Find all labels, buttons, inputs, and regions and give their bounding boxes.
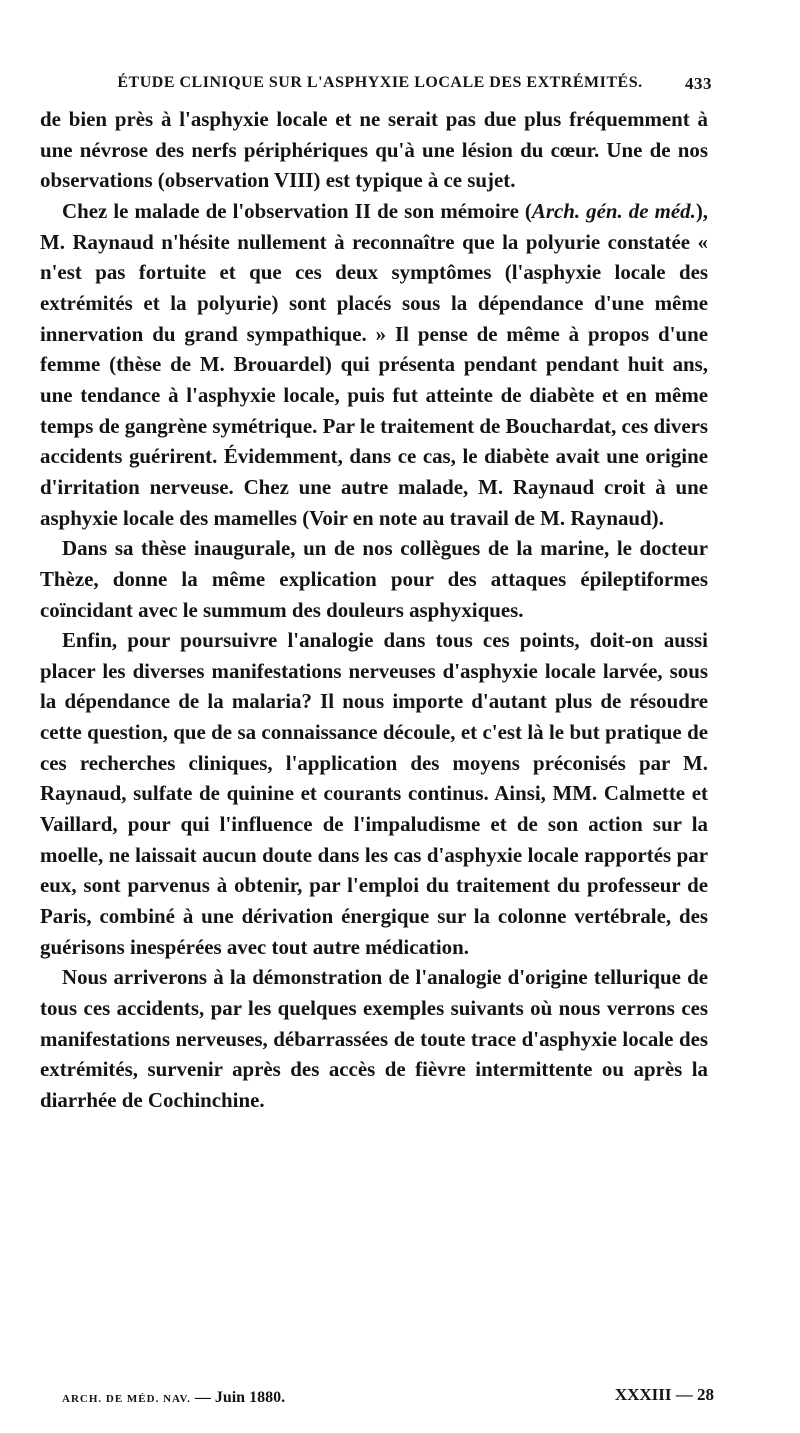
paragraph: de bien près à l'asphyxie locale et ne serait pas due plus fréquemment à une névrose des nerfs périphériques qu'à une lésion du cœur. Une de nos observations (observation VIII) est typique à ce sujet. [40, 107, 708, 193]
page-footer [62, 1385, 714, 1415]
issue-date: Juin 1880. [214, 1389, 286, 1406]
paragraph-text: ), M. Raynaud n'hésite nullement à reconnaître que la polyurie constatée « n'est pas fortuite et que ces deux symptômes (l'asphyxie locale des extrémités et la polyurie) sont placés sous la dépendance d'une même innervation du grand sympathique. » Il pense de même à propos d'une femme (thèse de M. Brouardel) qui présenta pendant pendant huit ans, une tendance à l'asphyxie locale, puis fut atteinte de diabète et en même temps de gangrène symétrique. Par le traitement de Bouchardat, ces divers accidents guérirent. Évidemment, dans ce cas, le diabète avait une origine d'irritation nerveuse. Chez une autre malade, M. Raynaud croit à une asphyxie locale des mamelles (Voir en note au travail de M. Raynaud). [40, 198, 708, 530]
running-header [60, 74, 710, 100]
page-number: 433 [685, 74, 712, 93]
citation-title: Arch. gén. de méd. [531, 198, 696, 223]
footer-separator: — [194, 1389, 211, 1406]
paragraph-text: Chez le malade de l'observation II de son mémoire ( [62, 198, 532, 223]
running-title: ÉTUDE CLINIQUE SUR L'ASPHYXIE LOCALE DES EXTRÉMITÉS. [117, 74, 643, 91]
signature-mark: XXXIII — 28 [614, 1385, 714, 1404]
body-text [40, 104, 708, 1116]
paragraph: Dans sa thèse inaugurale, un de nos collègues de la marine, le docteur Thèze, donne la même explication pour des attaques épileptiformes coïncidant avec le summum des douleurs asphyxiques. [40, 536, 708, 622]
paragraph: Enfin, pour poursuivre l'analogie dans tous ces points, doit-on aussi placer les diverses manifestations nerveuses d'asphyxie locale larvée, sous la dépendance de la malaria? Il nous importe d'autant plus de résoudre cette question, que de sa connaissance découle, et c'est là le but pratique de ces recherches cliniques, l'application des moyens préconisés par M. Raynaud, sulfate de quinine et courants continus. Ainsi, MM. Calmette et Vaillard, pour qui l'influence de l'impaludisme et de son action sur la moelle, ne laissait aucun doute dans les cas d'asphyxie locale rapportés par eux, sont parvenus à obtenir, par l'emploi du traitement du professeur de Paris, combiné à une dérivation énergique sur la colonne vertébrale, des guérisons inespérées avec tout autre médication. [40, 628, 708, 959]
paragraph: Nous arriverons à la démonstration de l'analogie d'origine tellurique de tous ces accidents, par les quelques exemples suivants où nous verrons ces manifestations nerveuses, débarrassées de toute trace d'asphyxie locale des extrémités, survenir après des accès de fièvre intermittente ou après la diarrhée de Cochinchine. [40, 965, 708, 1112]
paragraph [40, 196, 708, 533]
journal-name: ARCH. DE MÉD. NAV. [62, 1393, 191, 1405]
footer-citation [62, 1389, 285, 1407]
